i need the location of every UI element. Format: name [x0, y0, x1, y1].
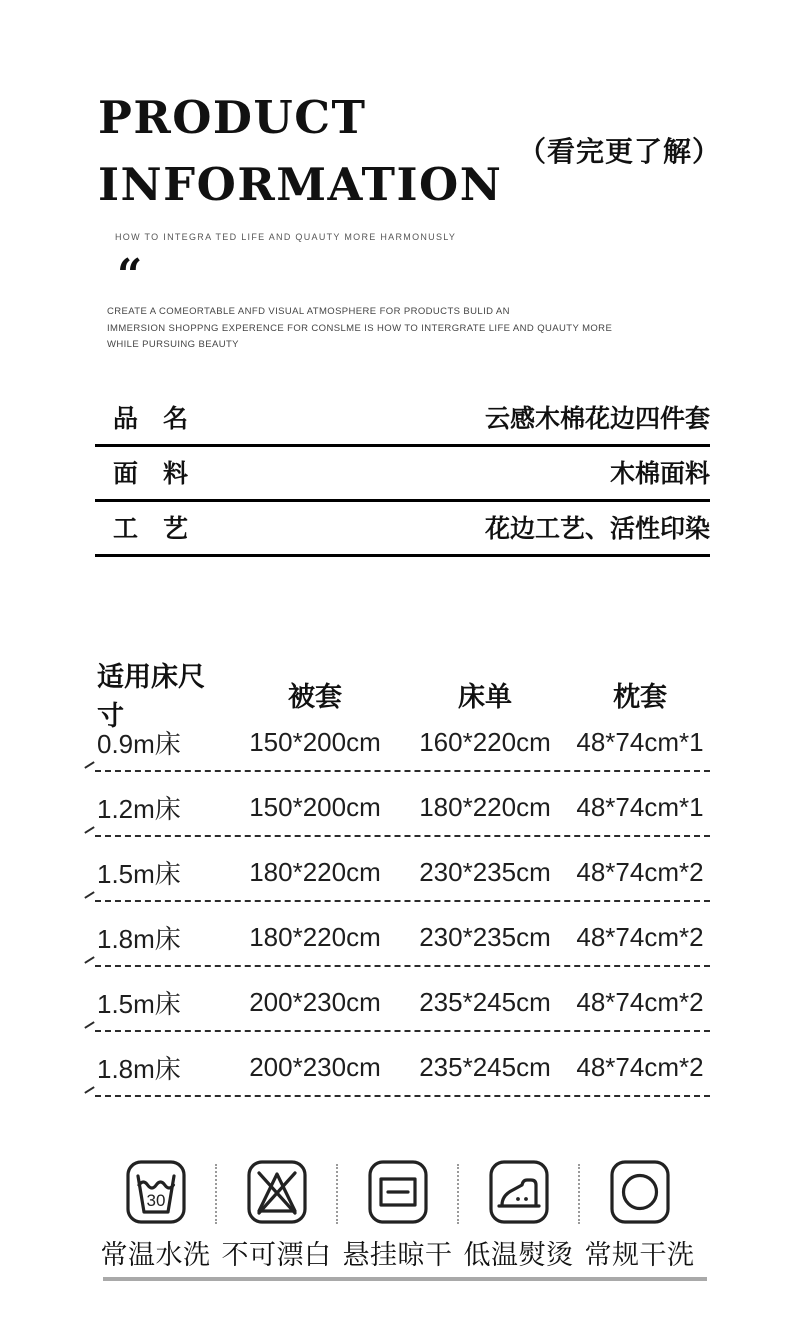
- cell-sheet: 160*220cm: [419, 727, 551, 757]
- info-row-fabric: [95, 447, 710, 502]
- care-item-wash: [96, 1160, 215, 1272]
- hang-dry-icon: [368, 1160, 428, 1224]
- wash-basin-icon: [126, 1160, 186, 1224]
- cell-sheet: 230*235cm: [419, 922, 551, 952]
- size-table-row: [95, 1032, 710, 1097]
- cell-bed-size: 1.2m床: [97, 794, 181, 824]
- info-row-name: [95, 392, 710, 447]
- page-title: [98, 84, 502, 218]
- cell-duvet-cover: 180*220cm: [249, 922, 381, 952]
- info-label: 品 名: [113, 405, 189, 433]
- cell-duvet-cover: 150*200cm: [249, 727, 381, 757]
- size-table-row: [95, 772, 710, 837]
- iron-icon: [489, 1160, 549, 1224]
- care-instructions: [96, 1160, 711, 1272]
- cell-duvet-cover: 200*230cm: [249, 1052, 381, 1082]
- care-item-hang-dry: [338, 1160, 457, 1272]
- product-info-table: [95, 392, 710, 557]
- cell-pillowcase: 48*74cm*2: [576, 1052, 704, 1082]
- description-paragraph: [107, 304, 612, 354]
- care-item-iron: [459, 1160, 578, 1272]
- page-title-line2: INFORMATION: [98, 158, 503, 211]
- care-label: 低温熨烫: [463, 1240, 574, 1270]
- col-header-duvet-cover: 被套: [288, 681, 342, 712]
- cell-bed-size: 1.8m床: [97, 1054, 181, 1084]
- svg-text:30: 30: [146, 1191, 165, 1210]
- cell-duvet-cover: 180*220cm: [249, 857, 381, 887]
- quote-mark-icon: “: [117, 250, 143, 301]
- cell-pillowcase: 48*74cm*2: [576, 857, 704, 887]
- care-label: 常温水洗: [100, 1240, 211, 1270]
- care-item-no-bleach: [217, 1160, 336, 1272]
- care-label: 悬挂晾干: [342, 1240, 453, 1270]
- cell-bed-size: 0.9m床: [97, 729, 181, 759]
- care-label: 不可漂白: [221, 1240, 332, 1270]
- col-header-sheet: 床单: [458, 681, 512, 712]
- size-table-row: [95, 837, 710, 902]
- cell-bed-size: 1.8m床: [97, 924, 181, 954]
- size-table: [95, 655, 710, 1097]
- cell-bed-size: 1.5m床: [97, 989, 181, 1019]
- footer-bar: [103, 1277, 707, 1281]
- page-title-line1: PRODUCT: [98, 91, 367, 144]
- cell-bed-size: 1.5m床: [97, 859, 181, 889]
- info-value: 花边工艺、活性印染: [484, 515, 710, 543]
- cell-pillowcase: 48*74cm*2: [576, 987, 704, 1017]
- size-table-row: [95, 902, 710, 967]
- info-row-craft: [95, 502, 710, 557]
- info-value: 云感木棉花边四件套: [484, 405, 710, 433]
- description-line: IMMERSION SHOPPNG EXPERENCE FOR CONSLME IS HOW TO INTERGRATE LIFE AND QUAUTY MORE: [107, 322, 613, 334]
- care-item-dry-clean: [580, 1160, 699, 1272]
- size-table-header: [95, 655, 710, 731]
- cell-pillowcase: 48*74cm*1: [576, 727, 704, 757]
- description-line: CREATE A COMEORTABLE ANFD VISUAL ATMOSPHERE FOR PRODUCTS BULID AN: [107, 306, 510, 317]
- no-bleach-icon: [247, 1160, 307, 1224]
- info-value: 木棉面料: [609, 460, 710, 488]
- cell-pillowcase: 48*74cm*2: [576, 922, 704, 952]
- description-line: WHILE PURSUING BEAUTY: [107, 339, 239, 350]
- cell-duvet-cover: 150*200cm: [249, 792, 381, 822]
- cell-sheet: 230*235cm: [419, 857, 551, 887]
- cell-duvet-cover: 200*230cm: [249, 987, 381, 1017]
- cell-pillowcase: 48*74cm*1: [576, 792, 704, 822]
- size-table-row: [95, 707, 710, 772]
- subtitle: HOW TO INTEGRA TED LIFE AND QUAUTY MORE HARMONUSLY: [115, 232, 457, 242]
- dry-clean-icon: [610, 1160, 670, 1224]
- col-header-pillowcase: 枕套: [613, 681, 667, 712]
- info-label: 工 艺: [113, 515, 189, 543]
- care-label: 常规干洗: [584, 1240, 695, 1270]
- side-note: （看完更了解）: [518, 135, 722, 168]
- cell-sheet: 180*220cm: [419, 792, 551, 822]
- col-header-bed-size: 适用床尺寸: [97, 662, 205, 731]
- cell-sheet: 235*245cm: [419, 987, 551, 1017]
- info-label: 面 料: [113, 460, 189, 488]
- cell-sheet: 235*245cm: [419, 1052, 551, 1082]
- size-table-row: [95, 967, 710, 1032]
